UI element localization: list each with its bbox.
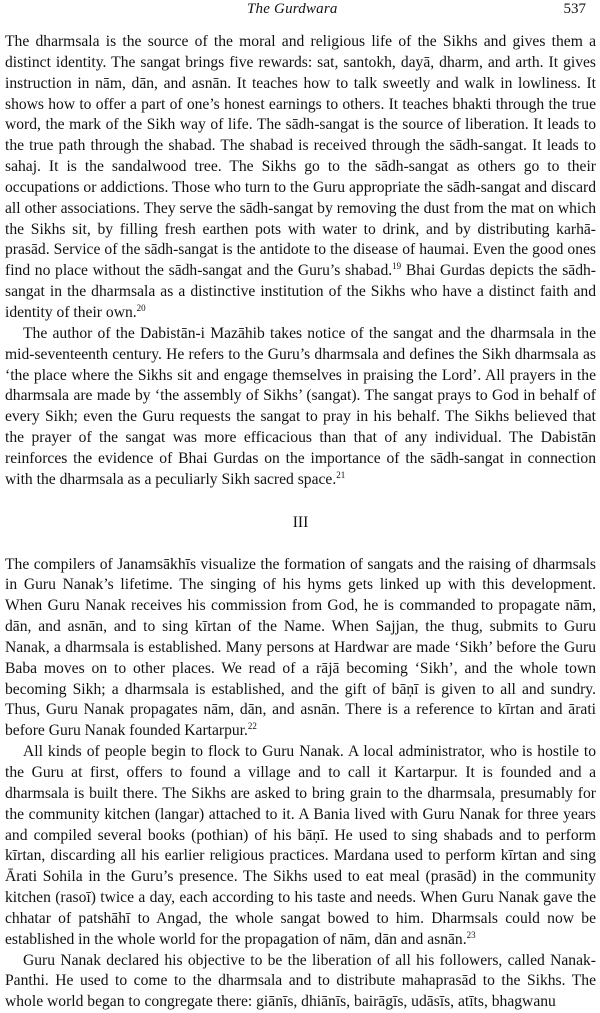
paragraph-2 — [5, 324, 596, 491]
paragraph-3 — [5, 555, 596, 743]
paragraph-5 — [5, 951, 596, 1013]
page-body — [5, 32, 596, 1013]
paragraph-5-text: Guru Nanak declared his objective to be the liberation of all his followers, called Nanak-Panthi. He used to come to the dharmsala and to distribute mahaprasād to the Sikhs. The whole world began to congregate there: giānīs, dhiānīs, bairāgīs, udāsīs, atīts, bhagwanu — [5, 951, 596, 1011]
paragraph-1-text: The dharmsala is the source of the moral and religious life of the Sikhs and gives them a distinct identity. The sangat brings five rewards: sat, santokh, dayā, dharm, and arth. It gives instruction in nām, dān, and asnān. It teaches how to talk sweetly and walk in lowliness. It shows how to offer a part of one’s honest earnings to others. It teaches bhakti through the true word, the mark of the Sikh way of life. The sādh-sangat is the source of liberation. It leads to the true path through the shabad. The shabad is received through the sādh-sangat. It leads to sahaj. It is the sandalwood tree. The Sikhs go to the sādh-sangat as others go to their occupations or addictions. Those who turn to the Guru appropriate the sādh-sangat and discard all other associations. They serve the sādh-sangat by removing the dust from the mat on which the Sikhs sit, by filling fresh earthen pots with water to drink, and by distributing karhā-prasād. Service of the sādh-sangat is the antidote to the disease of haumai. Even the good ones find no place without the sādh-sangat and the Guru’s shabad. — [5, 33, 596, 280]
section-heading: III — [292, 513, 309, 531]
paragraph-1-continued: Bhai Gurdas depicts the sādh-sangat in the dharmsala as a distinctive institution of the Sikhs who have a distinct faith and identity of their own. — [5, 262, 596, 321]
paragraph-4-text: All kinds of people begin to flock to Guru Nanak. A local administrator, who is hostile to the Guru at first, offers to found a village and to call it Kartarpur. It is founded and a dharmsala is built there. The Sikhs are asked to bring grain to the dharmsala, presumably for the community kitchen (langar) attached to it. A Bania lived with Guru Nanak for three years and compiled several books (pothian) of his bāṇī. He used to sing shabads and to perform kīrtan, discarding all his earlier religious practices. Mardana used to perform kīrtan and sing Ārati Sohila in the Guru’s presence. The Sikhs used to eat meal (prasād) in the community kitchen (rasoī) twice a day, each according to his taste and needs. When Guru Nanak gave the chhatar of patshāhī to Angad, the whole sangat bowed to him. Dharmsals could now be established in the whole world for the propagation of nām, dān and asnān. — [5, 743, 596, 948]
paragraph-2-text: The author of the Dabistān-i Mazāhib takes notice of the sangat and the dharmsala in the mid-seventeenth century. He refers to the Guru’s dharmsala and defines the Sikh dharmsala as ‘the place where the Sikhs sit and engage themselves in praising the Lord’. All prayers in the dharmsala are made by ‘the assembly of Sikhs’ (sangat). The sangat prays to God in behalf of every Sikh; even the Guru requests the sangat to pray in his behalf. The Sikhs believed that the prayer of the sangat was more efficacious than that of any individual. The Dabistān reinforces the evidence of Bhai Gurdas on the importance of the sādh-sangat in connection with the dharmsala as a peculiarly Sikh sacred space. — [5, 324, 596, 488]
running-head: The Gurdwara — [247, 1, 338, 17]
footnote-ref-21: 21 — [336, 469, 346, 480]
paragraph-3-text: The compilers of Janamsākhīs visualize the formation of sangats and the raising of dharmsals in Guru Nanak’s lifetime. The singing of his hyms gets linked up with this development. When Guru Nanak receives his commission from God, he is commanded to propagate nām, dān, and asnān, and to sing kīrtan of the Name. When Sajjan, the thug, submits to Guru Nanak, a dharmsala is established. Many persons at Hardwar are made ‘Sikh’ before the Guru Baba moves on to other places. We read of a rājā becoming ‘Sikh’, and the whole town becoming Sikh; a dharmsala is established, and the gift of bāṇī is given to all and sundry. Thus, Guru Nanak propagates nām, dān, and asnān. There is a reference to kīrtan and ārati before Guru Nanak founded Kartarpur. — [5, 555, 596, 740]
page-number: 537 — [563, 1, 586, 17]
footnote-ref-19: 19 — [392, 261, 402, 272]
footnote-ref-22: 22 — [247, 721, 257, 732]
footnote-ref-23: 23 — [466, 929, 476, 940]
footnote-ref-20: 20 — [136, 302, 146, 313]
paragraph-1 — [5, 32, 596, 324]
paragraph-4 — [5, 742, 596, 950]
page-header — [0, 0, 600, 20]
